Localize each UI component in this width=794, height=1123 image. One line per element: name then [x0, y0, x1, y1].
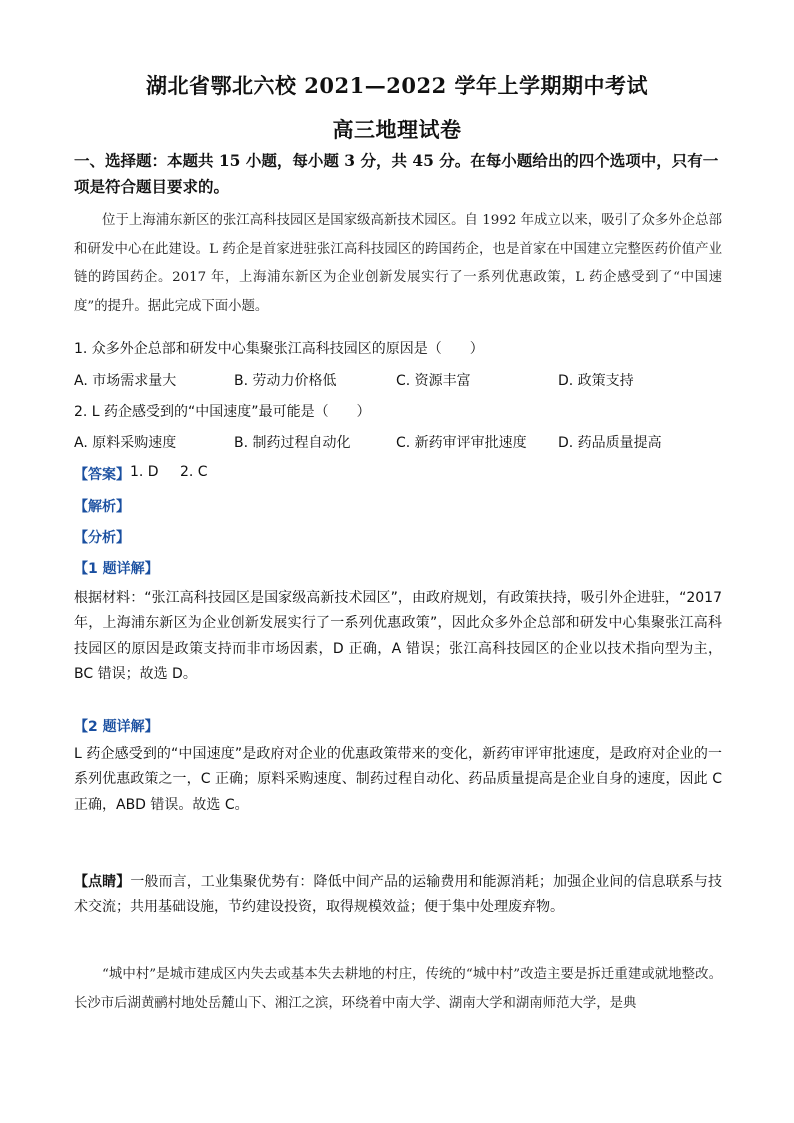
question-1-stem: 1. 众多外企总部和研发中心集聚张江高科技园区的原因是（ ） — [74, 341, 484, 357]
passage-zhangjiang-text: 位于上海浦东新区的张江高科技园区是国家级高新技术园区。自 1992 年成立以来，吸引了众多外企总部和研发中心在此建设。L 药企是首家进驻张江高科技园区的跨国药企，也是首家在中国建立完整医药价值产业链的跨国药企。2017 年，上海浦东新区为企业创新发展实行了一系列优惠政策，L 药企感受到了“中国速度”的提升。据此完成下面小题。 — [74, 213, 722, 314]
section-heading: 一、选择题：本题共 15 小题，每小题 3 分，共 45 分。在每小题给出的四个选项中，只有一项是符合题目要求的。 — [74, 151, 719, 196]
exam-subtitle: 高三地理试卷 — [332, 117, 462, 142]
question-1-option-c: C. 资源丰富 — [396, 373, 471, 389]
fenxi-label: 【分析】 — [74, 530, 130, 546]
passage-chengzhongcun-text: “城中村”是城市建成区内失去或基本失去耕地的村庄，传统的“城中村”改造主要是拆迁重建或就地整改。长沙市后湖黄鹂村地处岳麓山下、湘江之滨，环绕着中南大学、湖南大学和湖南师范大学，是典 — [74, 967, 722, 1011]
q1-detail-text: 根据材料：“张江高科技园区是国家级高新技术园区”，由政府规划，有政策扶持，吸引外企进驻，“2017 年，上海浦东新区为企业创新发展实行了一系列优惠政策”，因此众多外企总部和研发中心集聚张江高科技园区的原因是政策支持而非市场因素，D 正确，A 错误；张江高科技园区的企业以技术指向型为主，BC 错误；故选 D。 — [74, 590, 722, 682]
question-2-option-a: A. 原料采购速度 — [74, 435, 177, 451]
note-paragraph — [74, 870, 722, 921]
note-label: 【点睛】 — [74, 874, 131, 890]
passage-zhangjiang — [74, 207, 722, 321]
q2-detail-text: L 药企感受到的“中国速度”是政府对企业的优惠政策带来的变化，新药审评审批速度，是政府对企业的一系列优惠政策之一，C 正确；原料采购速度、制药过程自动化、药品质量提高是企业自身的速度，因此 C 正确，ABD 错误。故选 C。 — [74, 746, 722, 813]
exam-title: 湖北省鄂北六校 2021—2022 学年上学期期中考试 — [145, 73, 648, 98]
answer-label: 【答案】 — [74, 467, 130, 483]
question-1-option-a: A. 市场需求量大 — [74, 373, 177, 389]
jiexi-label: 【解析】 — [74, 499, 130, 515]
question-2-option-d: D. 药品质量提高 — [558, 435, 662, 451]
question-2-stem: 2. L 药企感受到的“中国速度”最可能是（ ） — [74, 404, 371, 420]
question-1-option-d: D. 政策支持 — [558, 373, 634, 389]
question-2-option-b: B. 制药过程自动化 — [234, 435, 351, 451]
q1-detail-label: 【1 题详解】 — [74, 561, 159, 577]
q2-detail-label: 【2 题详解】 — [74, 719, 159, 735]
passage-chengzhongcun — [74, 961, 722, 1018]
question-1-option-b: B. 劳动力价格低 — [234, 373, 337, 389]
question-2-option-c: C. 新药审评审批速度 — [396, 435, 527, 451]
answer-1: 1. D — [130, 464, 159, 480]
note-text: 一般而言，工业集聚优势有：降低中间产品的运输费用和能源消耗；加强企业间的信息联系与技术交流；共用基础设施，节约建设投资，取得规模效益；便于集中处理废弃物。 — [74, 874, 723, 916]
answer-2: 2. C — [180, 464, 208, 480]
